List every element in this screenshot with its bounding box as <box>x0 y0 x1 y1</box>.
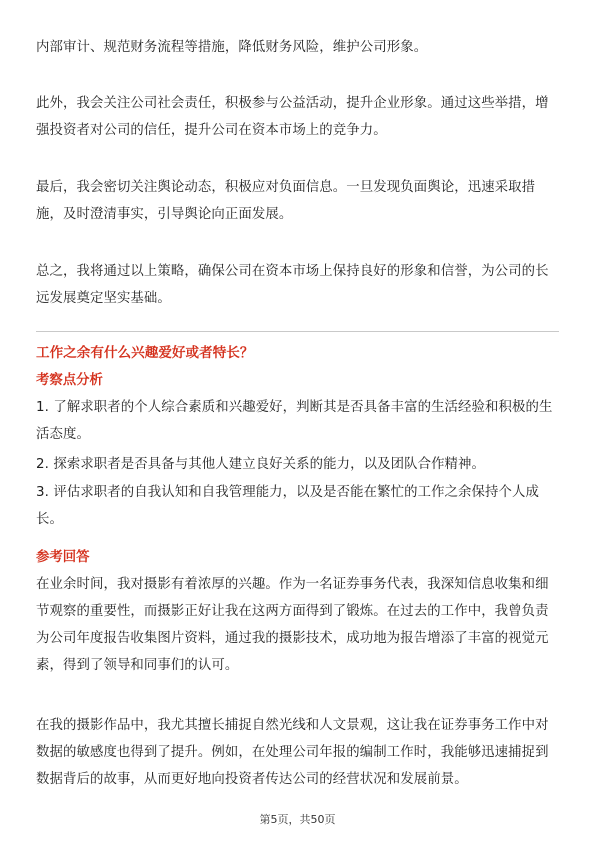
analysis-point-3: 3. 评估求职者的自我认知和自我管理能力，以及是否能在繁忙的工作之余保持个人成长。 <box>36 485 539 527</box>
analysis-heading: 考察点分析 <box>36 373 103 388</box>
answer-paragraph-2: 在我的摄影作品中，我尤其擅长捕捉自然光线和人文景观，这让我在证券事务工作中对数据的敏感度也得到了提升。例如，在处理公司年报的编制工作时，我能够迅速捕捉到数据背后的故事，从而更好地向投资者传达公司的经营状况和发展前景。 <box>36 718 549 787</box>
question-title: 工作之余有什么兴趣爱好或者特长？ <box>36 345 254 361</box>
page-footer: 第5页，共50页 <box>259 813 336 826</box>
paragraph-top-2: 此外，我会关注公司社会责任，积极参与公益活动，提升企业形象。通过这些举措，增强投资者对公司的信任，提升公司在资本市场上的竞争力。 <box>36 96 549 138</box>
paragraph-top-4: 总之，我将通过以上策略，确保公司在资本市场上保持良好的形象和信誉，为公司的长远发展奠定坚实基础。 <box>36 264 549 306</box>
paragraph-top-3: 最后，我会密切关注舆论动态，积极应对负面信息。一旦发现负面舆论，迅速采取措施，及时澄清事实，引导舆论向正面发展。 <box>36 180 536 222</box>
answer-paragraph-1: 在业余时间，我对摄影有着浓厚的兴趣。作为一名证券事务代表，我深知信息收集和细节观察的重要性，而摄影正好让我在这两方面得到了锻炼。在过去的工作中，我曾负责为公司年度报告收集图片资料，通过我的摄影技术，成功地为报告增添了丰富的视觉元素，得到了领导和同事们的认可。 <box>36 577 549 673</box>
analysis-point-2: 2. 探索求职者是否具备与其他人建立良好关系的能力，以及团队合作精神。 <box>36 457 486 472</box>
analysis-point-1: 1. 了解求职者的个人综合素质和兴趣爱好，判断其是否具备丰富的生活经验和积极的生活态度。 <box>36 400 553 442</box>
paragraph-top-1: 内部审计、规范财务流程等措施，降低财务风险，维护公司形象。 <box>36 40 428 55</box>
answer-heading: 参考回答 <box>36 550 90 565</box>
section-divider <box>36 331 559 332</box>
